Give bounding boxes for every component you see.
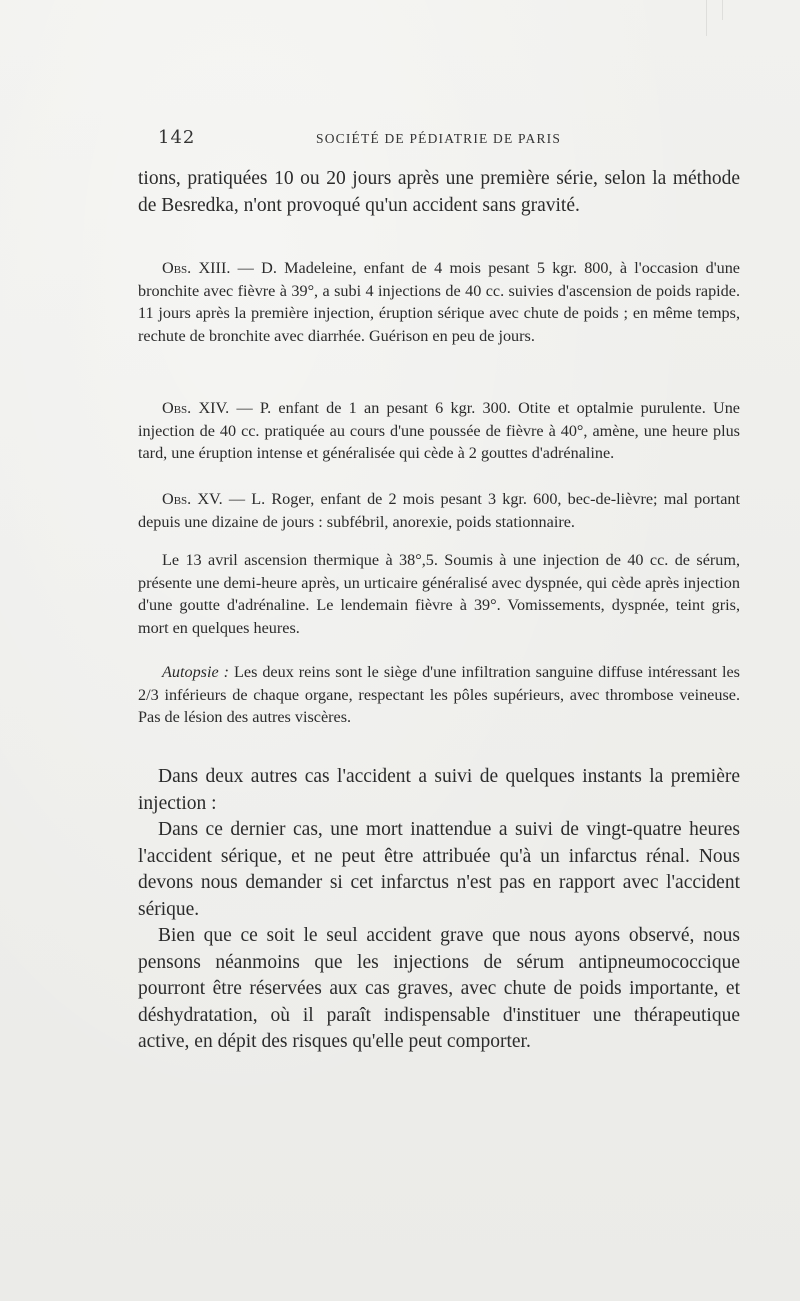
running-title: SOCIÉTÉ DE PÉDIATRIE DE PARIS	[316, 131, 562, 146]
observation-15	[138, 488, 740, 533]
observation-label: Obs. XV.	[162, 490, 223, 508]
autopsy-paragraph	[138, 661, 740, 729]
paragraph-1: Dans deux autres cas l'accident a suivi de quelques instants la première injection :	[138, 766, 740, 814]
scan-mark	[722, 0, 723, 20]
observation-label: Obs. XIII.	[162, 259, 231, 277]
observation-14	[138, 397, 740, 465]
observation-label: Obs. XIV.	[162, 399, 230, 417]
autopsy-label: Autopsie :	[162, 663, 230, 681]
observation-text: — P. enfant de 1 an pesant 6 kgr. 300. Otite et optalmie purulente. Une injection de 40 cc. pratiquée au cours d'une poussée de fièvre à 40°, amène, une heure plus tard, une éruption intense et généralisée qui cède à 2 gouttes d'adrénaline.	[138, 399, 740, 462]
observation-text: — L. Roger, enfant de 2 mois pesant 3 kgr. 600, bec-de-lièvre; mal portant depuis une dizaine de jours : subfébril, anorexie, poids stationnaire.	[138, 490, 740, 531]
paragraph-2: Dans ce dernier cas, une mort inattendue a suivi de vingt-quatre heures l'accident sérique, et ne peut être attribuée qu'à un infarctus rénal. Nous devons nous demander si cet infarctus n'est pas en rapport avec l'accident sérique.	[138, 819, 740, 920]
observation-15-continued: Le 13 avril ascension thermique à 38°,5. Soumis à une injection de 40 cc. de sérum, présente une demi-heure après, un urticaire généralisé avec dyspnée, qui cède après injection d'une goutte d'adrénaline. Le lendemain fièvre à 39°. Vomissements, dyspnée, teint gris, mort en quelques heures.	[138, 551, 740, 637]
page-number: 142	[158, 127, 196, 148]
running-head	[158, 127, 738, 151]
observation-13	[138, 257, 740, 347]
paragraph-intro: tions, pratiquées 10 ou 20 jours après une première série, selon la méthode de Besredka, n'ont provoqué qu'un accident sans gravité.	[138, 168, 740, 216]
autopsy-text: Les deux reins sont le siège d'une infiltration sanguine diffuse intéressant les 2/3 inférieurs de chaque organe, respectant les pôles supérieurs, avec thrombose veineuse. Pas de lésion des autres viscères.	[138, 663, 740, 726]
scan-mark	[706, 0, 707, 36]
paragraph-3: Bien que ce soit le seul accident grave que nous ayons observé, nous pensons néanmoins que les injections de sérum antipneumococcique pourront être réservées aux cas graves, avec chute de poids importante, et déshydratation, où il paraît indispensable d'instituer une thérapeutique active, en dépit des risques qu'elle peut comporter.	[138, 925, 740, 1052]
observation-text: — D. Madeleine, enfant de 4 mois pesant 5 kgr. 800, à l'occasion d'une bronchite avec fièvre à 39°, a subi 4 injections de 40 cc. suivies d'ascension de poids rapide. 11 jours après la première injection, éruption sérique avec chute de poids ; en même temps, rechute de bronchite avec diarrhée. Guérison en peu de jours.	[138, 259, 740, 345]
